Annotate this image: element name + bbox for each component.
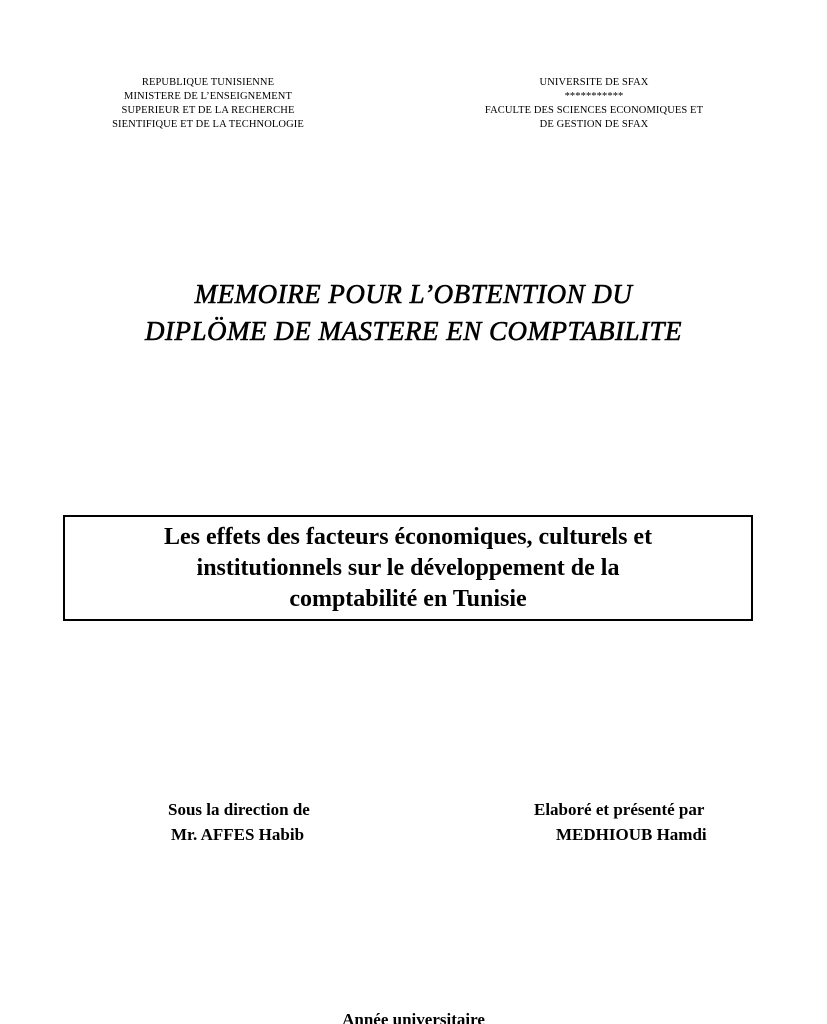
subject-line: Les effets des facteurs économiques, culturels et <box>163 523 653 550</box>
university-header-line: FACULTE DES SCIENCES ECONOMIQUES ET <box>484 105 704 116</box>
author-label: Elaboré et présenté par <box>534 800 705 819</box>
thesis-title <box>30 276 797 350</box>
academic-year-label: Année universitaire <box>342 1010 485 1024</box>
thesis-title-line: MEMOIRE POUR L’OBTENTION DU <box>194 279 633 309</box>
ministry-header-line: SIENTIFIQUE ET DE LA TECHNOLOGIE <box>112 119 304 130</box>
author-name: MEDHIOUB Hamdi <box>556 825 707 844</box>
header-separator: *********** <box>564 91 624 102</box>
ministry-header-line: REPUBLIQUE TUNISIENNE <box>141 77 275 88</box>
university-header <box>429 76 759 132</box>
author-block <box>534 797 707 847</box>
subject-frame <box>63 515 753 621</box>
university-header-line: DE GESTION DE SFAX <box>539 119 649 130</box>
thesis-title-line: DIPLÖME DE MASTERE EN COMPTABILITE <box>145 316 682 346</box>
subject-line: comptabilité en Tunisie <box>289 585 527 612</box>
supervisor-label: Sous la direction de <box>168 800 310 819</box>
ministry-header-line: MINISTERE DE L’ENSEIGNEMENT <box>124 91 292 102</box>
ministry-header-line: SUPERIEUR ET DE LA RECHERCHE <box>121 105 295 116</box>
subject-line: institutionnels sur le développement de la <box>196 554 620 581</box>
supervisor-block <box>168 797 310 847</box>
ministry-header <box>43 76 373 132</box>
supervisor-name: Mr. AFFES Habib <box>171 825 305 844</box>
university-header-line: UNIVERSITE DE SFAX <box>539 77 649 88</box>
